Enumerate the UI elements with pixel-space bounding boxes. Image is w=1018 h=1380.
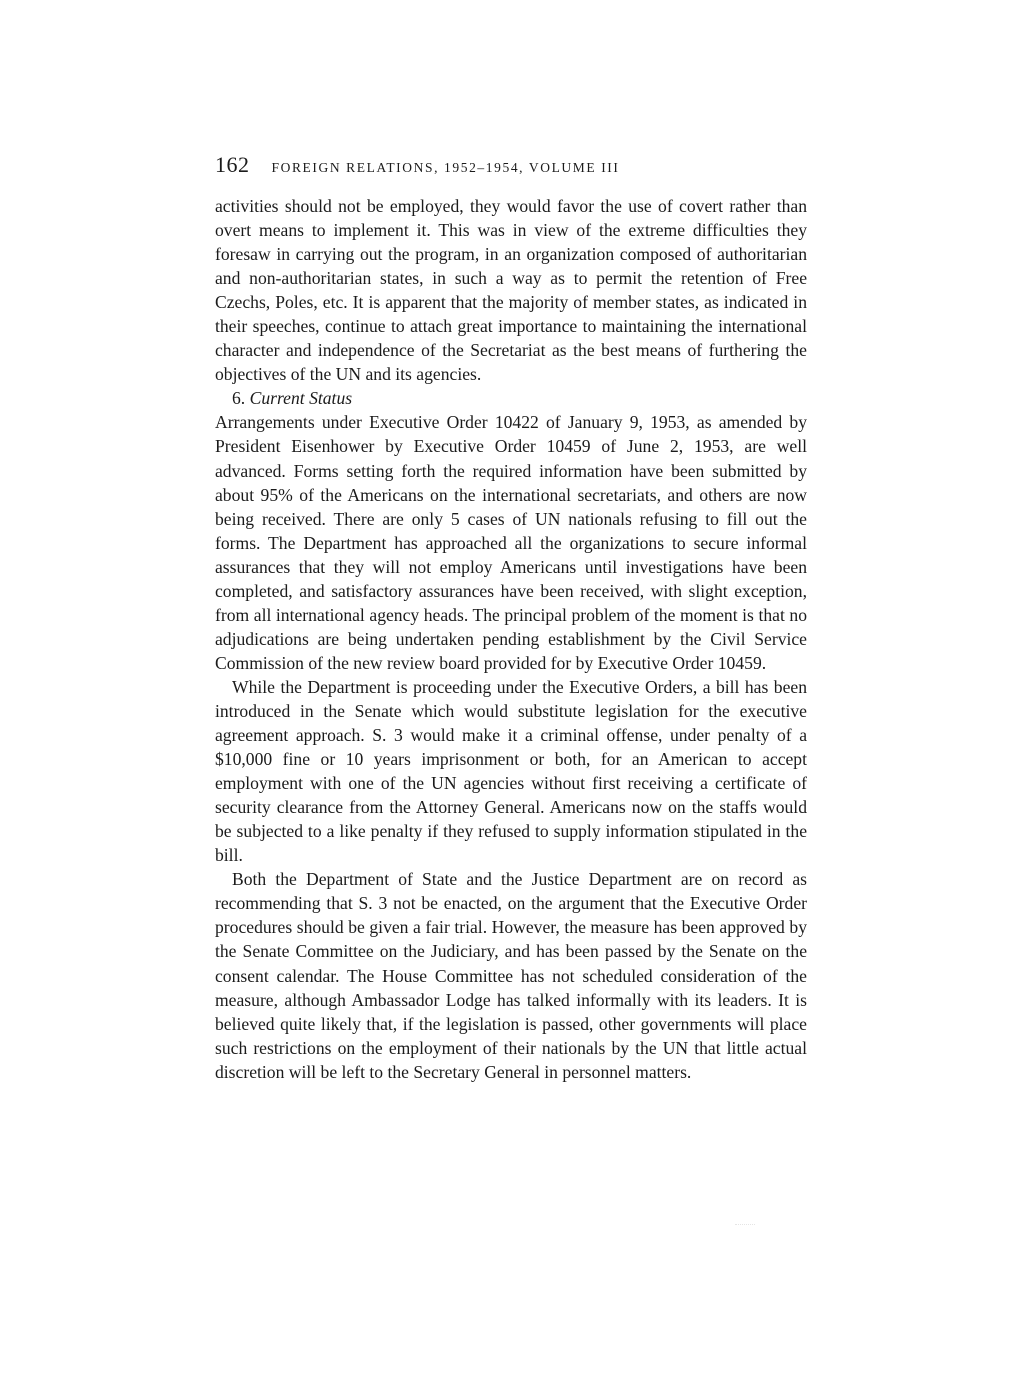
body-text: [215, 194, 807, 1084]
section-number: 6.: [232, 388, 246, 409]
paragraph: Arrangements under Executive Order 10422 of January 9, 1953, as amended by President Eisenhower by Executive Order 10459 of June 2, 1953, are well advanced. Forms setting forth the required information have been submitted by about 95% of the Americans on the international secretariats, and others are now being received. There are only 5 cases of UN nationals refusing to fill out the forms. The Department has approached all the organizations to secure informal assurances that they will not employ Americans until investigations have been completed, and satisfactory assurances have been received, with slight exception, from all international agency heads. The principal problem of the moment is that no adjudications are being undertaken pending establishment by the Civil Service Commission of the new review board provided for by Executive Order 10459.: [215, 412, 807, 673]
section-heading: [215, 386, 807, 410]
scan-speck: [735, 1224, 755, 1227]
paragraph-continued: activities should not be employed, they would favor the use of covert rather than overt means to implement it. This was in view of the extreme difficulties they foresaw in carrying out the program, in an organization composed of authoritarian and non-authoritarian states, in such a way as to permit the retention of Free Czechs, Poles, etc. It is apparent that the majority of member states, as indicated in their speeches, continue to attach great importance to maintaining the international character and independence of the Secretariat as the best means of furthering the objectives of the UN and its agencies.: [215, 196, 807, 385]
section-title: Current Status: [249, 388, 353, 409]
page-number: 162: [215, 152, 250, 177]
running-title: FOREIGN RELATIONS, 1952–1954, VOLUME III: [271, 160, 620, 175]
paragraph: Both the Department of State and the Justice Department are on record as recommending that S. 3 not be enacted, on the argument that the Executive Order procedures should be given a fair trial. However, the measure has been approved by the Senate Committee on the Judiciary, and has been passed by the Senate on the consent calendar. The House Committee has not scheduled consideration of the measure, although Ambassador Lodge has talked informally with its leaders. It is believed quite likely that, if the legislation is passed, other governments will place such restrictions on the employment of their nationals by the UN that little actual discretion will be left to the Secretary General in personnel matters.: [215, 869, 807, 1082]
running-head: [215, 152, 815, 182]
paragraph: While the Department is proceeding under the Executive Orders, a bill has been introduced in the Senate which would substitute legislation for the executive agreement approach. S. 3 would make it a criminal offense, under penalty of a $10,000 fine or 10 years imprisonment or both, for an American to accept employment with one of the UN agencies without first receiving a certificate of security clearance from the Attorney General. Americans now on the staffs would be subjected to a like penalty if they refused to supply information stipulated in the bill.: [215, 676, 807, 866]
